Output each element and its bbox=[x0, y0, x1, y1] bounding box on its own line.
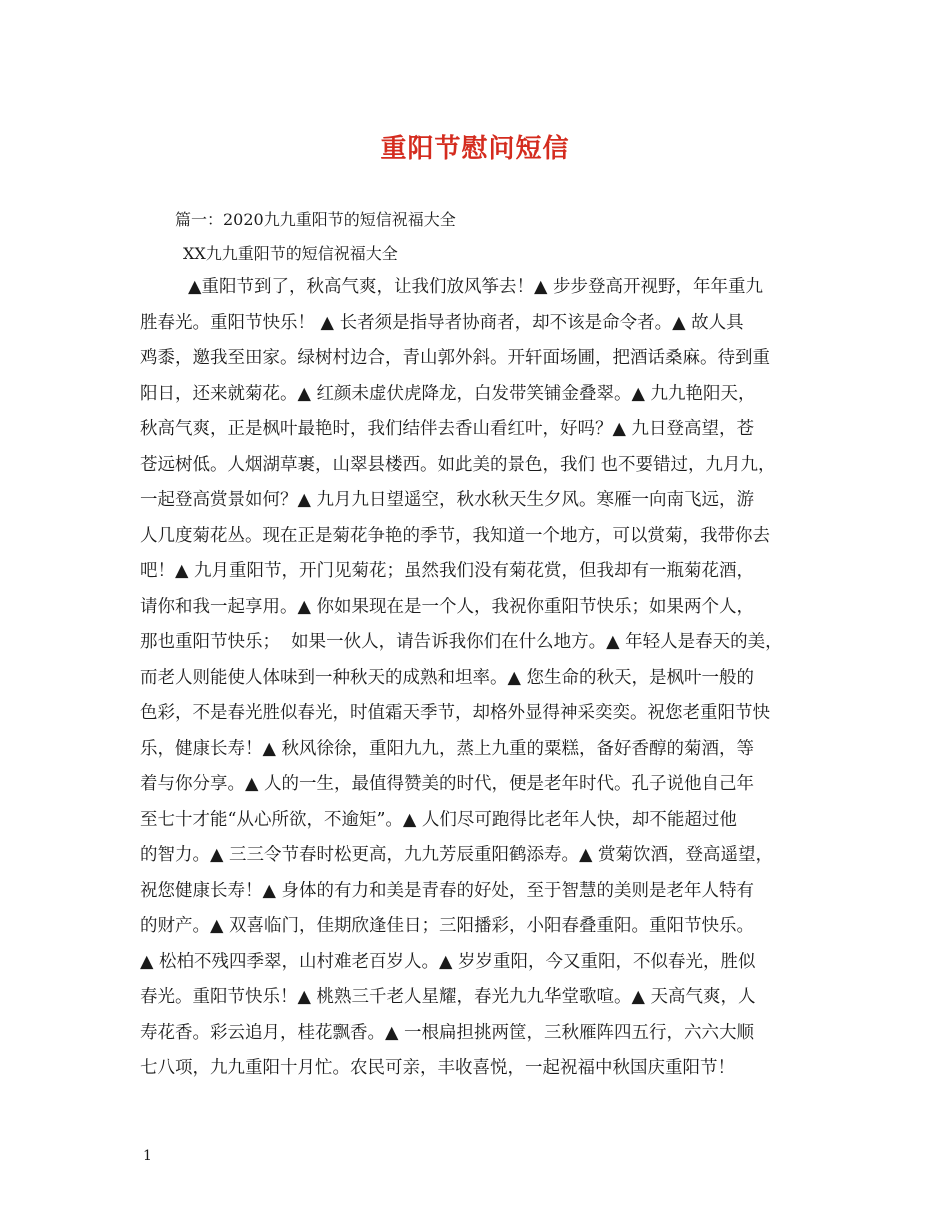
body-line: 至七十才能“从心所欲，不逾矩”。▲ 人们尽可跑得比老年人快，却不能超过他 bbox=[140, 809, 737, 830]
body-line: 阳日，还来就菊花。▲ 红颜未虚伏虎降龙，白发带笑铺金叠翠。▲ 九九艳阳天， bbox=[140, 383, 756, 404]
body-line: 而老人则能使人体味到一种秋天的成熟和坦率。▲ 您生命的秋天，是枫叶一般的 bbox=[140, 667, 755, 688]
section-heading: 篇一：2020九九重阳节的短信祝福大全 bbox=[175, 210, 456, 229]
body-line: ▲重阳节到了，秋高气爽，让我们放风筝去！▲ 步步登高开视野，年年重九 bbox=[188, 277, 763, 297]
body-line: 乐，健康长寿！▲ 秋风徐徐，重阳九九，蒸上九重的粟糕，备好香醇的菊酒，等 bbox=[140, 738, 755, 759]
body-line: 苍远树低。人烟湖草裹，山翠县楼西。如此美的景色，我们 也不要错过，九月九， bbox=[140, 454, 776, 475]
body-line: 寿花香。彩云追月，桂花飘香。▲ 一根扁担挑两筐，三秋雁阵四五行，六六大顺 bbox=[140, 1022, 755, 1043]
body-line: 一起登高赏景如何？▲ 九月九日望遥空，秋水秋天生夕风。寒雁一向南飞远，游 bbox=[140, 490, 755, 510]
body-line: 吧！▲ 九月重阳节，开门见菊花；虽然我们没有菊花赏，但我却有一瓶菊花酒， bbox=[140, 561, 755, 581]
body-text bbox=[140, 270, 840, 1087]
body-line: 那也重阳节快乐； 如果一伙人，请告诉我你们在什么地方。▲ 年轻人是春天的美， bbox=[140, 632, 783, 652]
body-line: 秋高气爽，正是枫叶最艳时，我们结伴去香山看红叶，好吗？▲ 九日登高望，苍 bbox=[140, 419, 755, 439]
body-line: 祝您健康长寿！▲ 身体的有力和美是青春的好处，至于智慧的美则是老年人特有 bbox=[140, 880, 755, 901]
document-title: 重阳节慰问短信 bbox=[380, 134, 570, 164]
body-line: 的财产。▲ 双喜临门，佳期欣逢佳日；三阳播彩，小阳春叠重阳。重阳节快乐。 bbox=[140, 916, 755, 936]
body-line: 人几度菊花丛。现在正是菊花争艳的季节，我知道一个地方，可以赏菊，我带你去 bbox=[140, 525, 770, 546]
body-line: 春光。重阳节快乐！▲ 桃熟三千老人星耀，春光九九华堂歌喧。▲ 天高气爽，人 bbox=[140, 987, 756, 1007]
body-line: 七八项，九九重阳十月忙。农民可亲，丰收喜悦，一起祝福中秋国庆重阳节！ bbox=[140, 1058, 735, 1078]
body-line: 的智力。▲ 三三令节春时松更高，九九芳辰重阳鹤添寿。▲ 赏菊饮酒，登高遥望， bbox=[140, 845, 774, 865]
sub-heading: XX九九重阳节的短信祝福大全 bbox=[183, 244, 398, 263]
body-line: 色彩，不是春光胜似春光，时值霜天季节，却格外显得神采奕奕。祝您老重阳节快 bbox=[140, 703, 770, 723]
body-line: 鸡黍，邀我至田家。绿树村边合，青山郭外斜。开轩面场圃，把酒话桑麻。待到重 bbox=[140, 348, 770, 368]
body-line: 请你和我一起享用。▲ 你如果现在是一个人，我祝你重阳节快乐；如果两个人， bbox=[140, 596, 755, 617]
body-line: ▲ 松柏不残四季翠，山村难老百岁人。▲ 岁岁重阳，今又重阳，不似春光，胜似 bbox=[140, 951, 756, 972]
page-number: 1 bbox=[143, 1148, 152, 1164]
body-line: 着与你分享。▲ 人的一生，最值得赞美的时代，便是老年时代。孔子说他自己年 bbox=[140, 774, 755, 794]
body-line: 胜春光。重阳节快乐！ ▲ 长者须是指导者协商者，却不该是命令者。▲ 故人具 bbox=[140, 312, 744, 333]
